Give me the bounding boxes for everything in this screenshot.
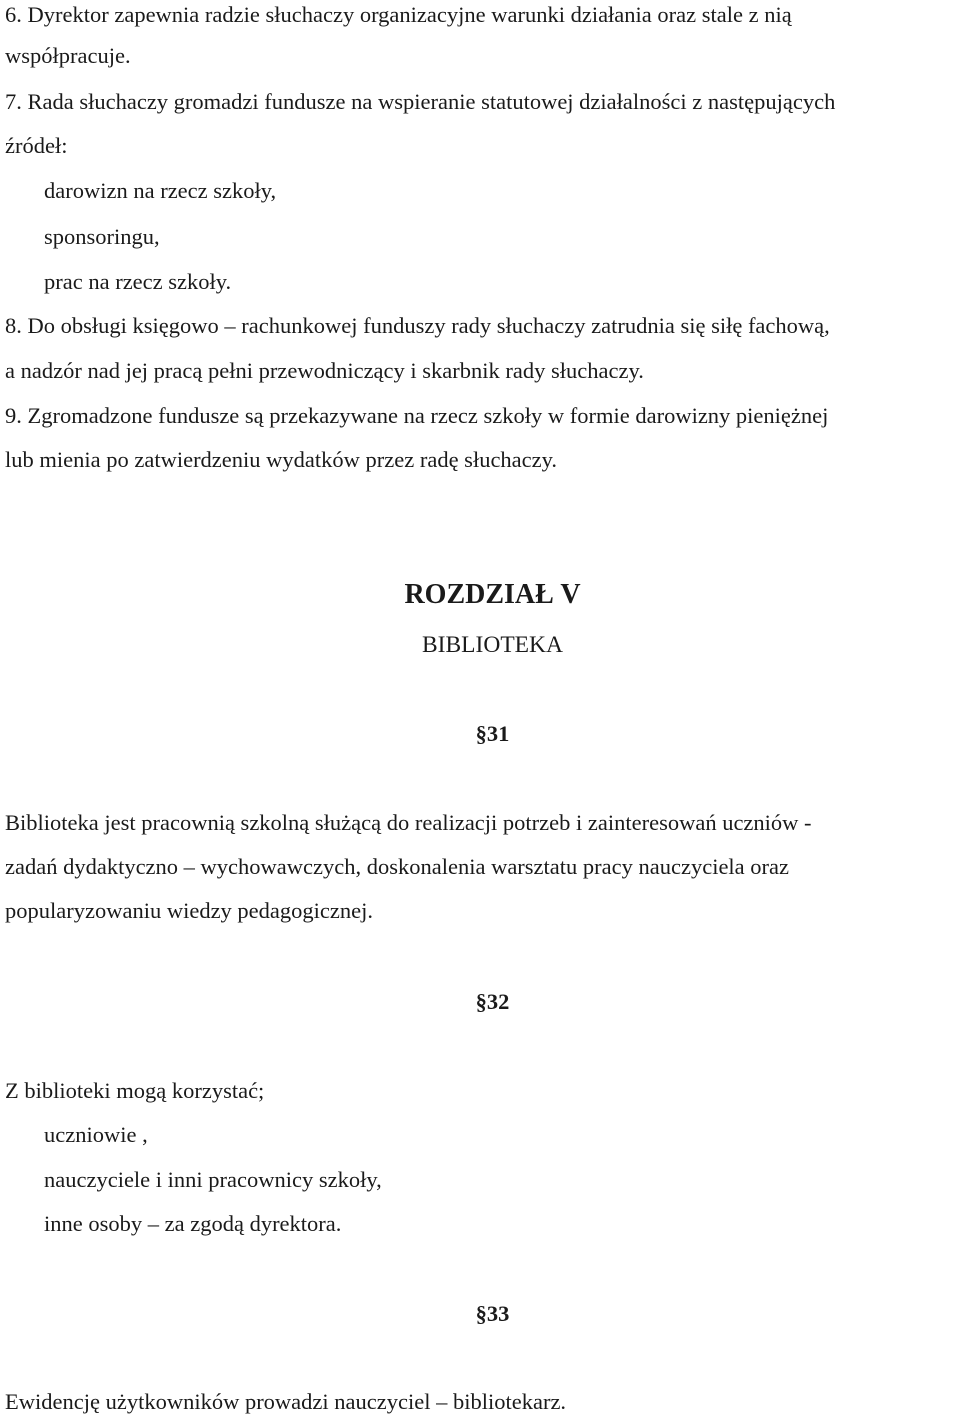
- list-item-6-line-2: współpracuje.: [5, 43, 131, 68]
- list-item-9-line-2: lub mienia po zatwierdzeniu wydatków przez radę słuchaczy.: [5, 447, 558, 472]
- list-item-8-line-2: a nadzór nad jej pracą pełni przewodniczący i skarbnik rady słuchaczy.: [5, 358, 644, 383]
- list-item-9-line-1: 9. Zgromadzone fundusze są przekazywane na rzecz szkoły w formie darowizny pieniężnej: [5, 403, 829, 428]
- section-31-line-2: zadań dydaktyczno – wychowawczych, doskonalenia warsztatu pracy nauczyciela oraz: [5, 854, 790, 879]
- chapter-subtitle: BIBLIOTEKA: [422, 632, 563, 658]
- user-item: uczniowie ,: [44, 1122, 148, 1147]
- section-33-heading: §33: [475, 1301, 510, 1326]
- list-item-7-line-1: 7. Rada słuchaczy gromadzi fundusze na wspieranie statutowej działalności z następujących: [5, 89, 836, 114]
- section-31-heading: §31: [475, 721, 510, 746]
- section-31-line-1: Biblioteka jest pracownią szkolną służącą do realizacji potrzeb i zainteresowań uczniów -: [5, 810, 812, 835]
- list-item-7-line-2: źródeł:: [5, 133, 68, 158]
- list-item-6-line-1: 6. Dyrektor zapewnia radzie słuchaczy organizacyjne warunki działania oraz stale z nią: [5, 2, 792, 27]
- section-33-line-1: Ewidencję użytkowników prowadzi nauczyciel – bibliotekarz.: [5, 1389, 567, 1414]
- section-31-line-3: popularyzowaniu wiedzy pedagogicznej.: [5, 898, 373, 923]
- chapter-title: ROZDZIAŁ V: [404, 579, 581, 610]
- source-item: darowizn na rzecz szkoły,: [44, 178, 277, 203]
- list-item-8-line-1: 8. Do obsługi księgowo – rachunkowej funduszy rady słuchaczy zatrudnia się siłę fachową,: [5, 313, 830, 338]
- user-item: nauczyciele i inni pracownicy szkoły,: [44, 1167, 382, 1192]
- section-32-heading: §32: [475, 989, 510, 1014]
- section-32-intro: Z biblioteki mogą korzystać;: [5, 1078, 265, 1103]
- user-item: inne osoby – za zgodą dyrektora.: [44, 1211, 342, 1236]
- source-item: prac na rzecz szkoły.: [44, 269, 232, 294]
- source-item: sponsoringu,: [44, 224, 160, 249]
